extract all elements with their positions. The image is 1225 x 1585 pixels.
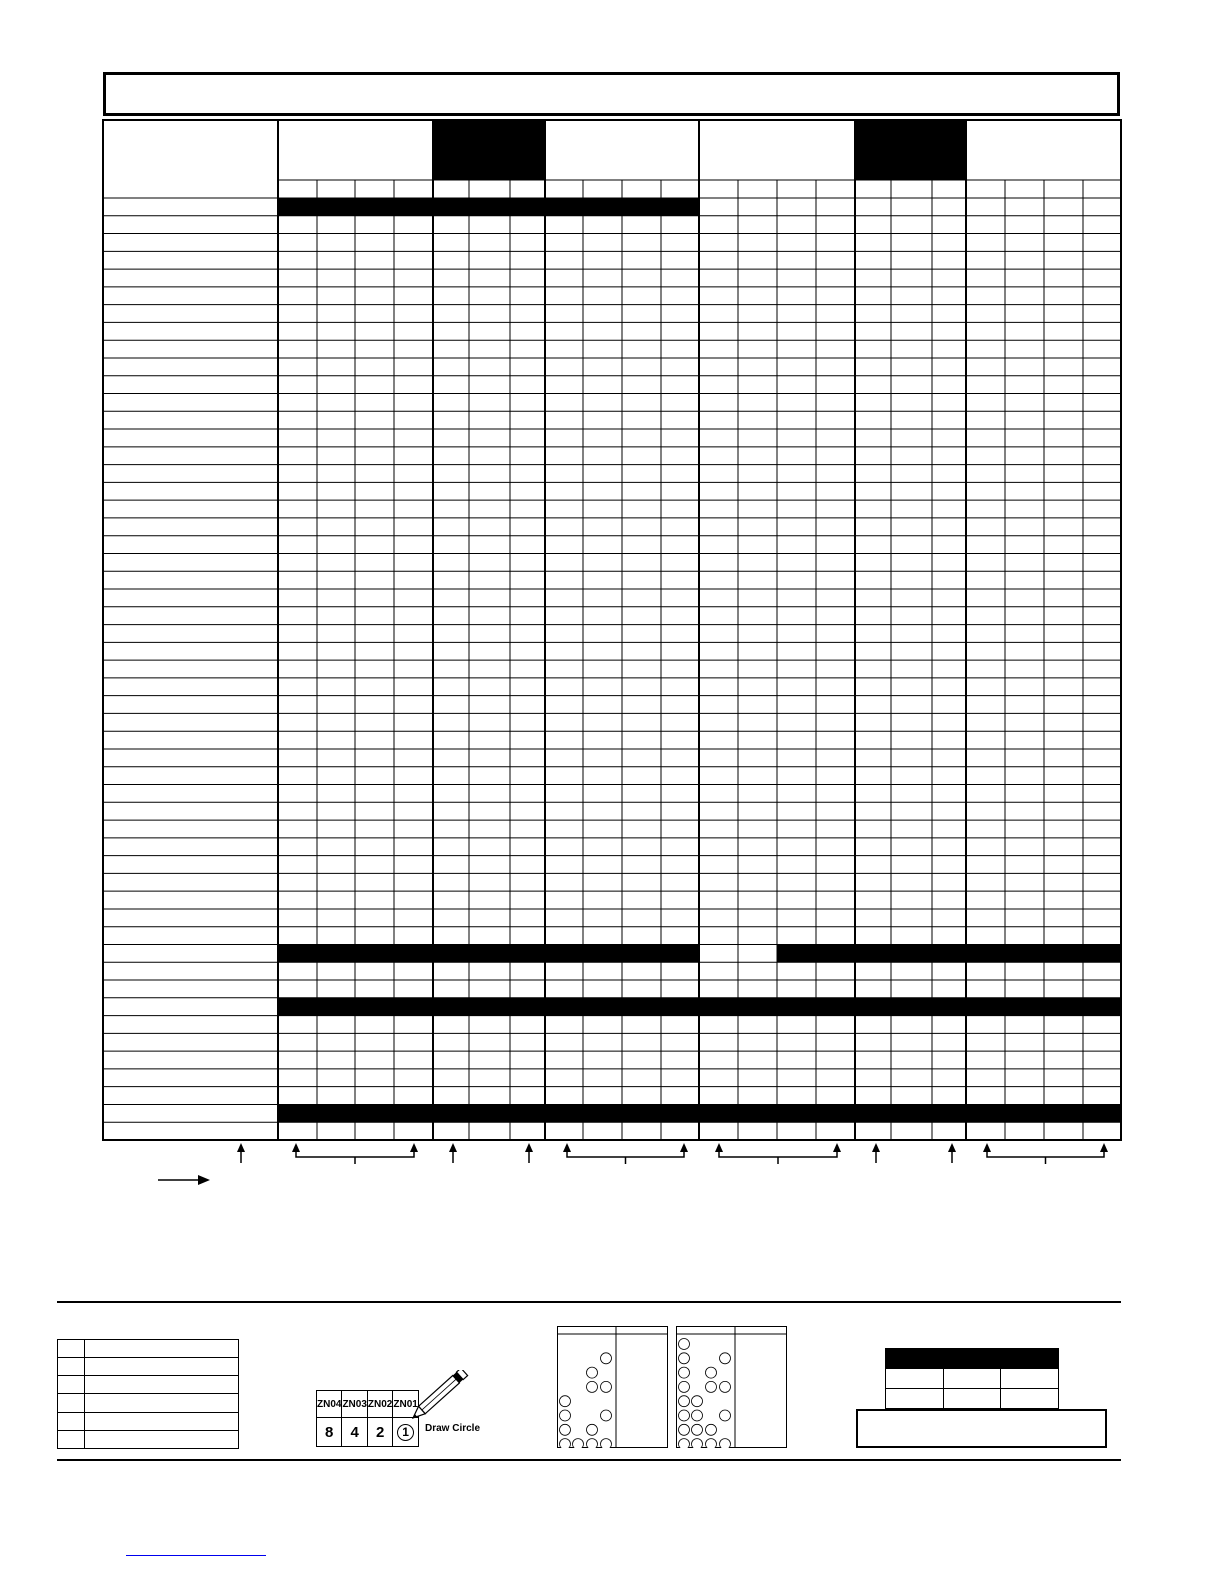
zone-value: 2	[367, 1418, 392, 1447]
legend-row	[58, 1412, 239, 1430]
dip-circle	[601, 1410, 612, 1421]
dip-circle	[706, 1439, 717, 1448]
up-arrow-icon	[715, 1143, 723, 1152]
summary-box[interactable]	[856, 1409, 1107, 1448]
bracket-arrow	[567, 1147, 684, 1157]
zone-header: ZN02	[367, 1391, 392, 1418]
dip-circle	[601, 1439, 612, 1448]
shaded-row	[278, 198, 699, 216]
up-arrow-icon	[948, 1143, 956, 1152]
dip-circle	[601, 1353, 612, 1364]
up-arrow-icon	[292, 1143, 300, 1152]
bracket-arrow	[296, 1147, 414, 1157]
dip-circle	[679, 1424, 690, 1435]
dip-circle	[692, 1410, 703, 1421]
zone-header: ZN04	[317, 1391, 342, 1418]
dip-circle	[587, 1424, 598, 1435]
up-arrow-icon	[237, 1143, 245, 1152]
dip-circle	[679, 1439, 690, 1448]
dip-circle	[720, 1353, 731, 1364]
zone-header: ZN03	[342, 1391, 367, 1418]
shaded-row	[777, 944, 1121, 962]
header-shaded-block	[855, 120, 966, 180]
legend-table	[57, 1339, 239, 1449]
dip-circle	[706, 1367, 717, 1378]
right-arrow-icon	[198, 1175, 210, 1185]
section-divider-bottom	[57, 1459, 1121, 1461]
dip-circle	[706, 1424, 717, 1435]
dip-circle	[587, 1367, 598, 1378]
dip-circle	[601, 1381, 612, 1392]
dip-frame	[558, 1327, 668, 1448]
zone-value: 8	[317, 1418, 342, 1447]
up-arrow-icon	[1100, 1143, 1108, 1152]
up-arrow-icon	[872, 1143, 880, 1152]
dip-circle	[679, 1353, 690, 1364]
zone-example-table	[316, 1390, 419, 1447]
dip-circle	[692, 1424, 703, 1435]
pencil-icon	[405, 1370, 480, 1425]
legend-row	[58, 1394, 239, 1412]
summary-table	[885, 1348, 1059, 1409]
up-arrow-icon	[563, 1143, 571, 1152]
up-arrow-icon	[410, 1143, 418, 1152]
dip-circle	[720, 1410, 731, 1421]
dip-circle	[560, 1424, 571, 1435]
legend-row	[58, 1340, 239, 1358]
dip-circle	[706, 1381, 717, 1392]
up-arrow-icon	[680, 1143, 688, 1152]
zone-header: ZN01	[393, 1391, 418, 1418]
dip-circle	[560, 1439, 571, 1448]
circled-value: 1	[397, 1424, 414, 1441]
up-arrow-icon	[525, 1143, 533, 1152]
dip-switch-icon	[557, 1326, 668, 1448]
draw-circle-label: Draw Circle	[425, 1423, 481, 1434]
dip-circle	[587, 1439, 598, 1448]
up-arrow-icon	[449, 1143, 457, 1152]
dip-switch-icon	[676, 1326, 787, 1448]
dip-circle	[679, 1396, 690, 1407]
dip-circle	[679, 1381, 690, 1392]
grid-frame	[103, 120, 1121, 1140]
dip-circle	[720, 1381, 731, 1392]
dip-circle	[692, 1439, 703, 1448]
dip-circle	[560, 1410, 571, 1421]
footer-link[interactable]	[126, 1555, 266, 1556]
dip-circle	[692, 1396, 703, 1407]
legend-row	[58, 1358, 239, 1376]
bracket-arrow	[987, 1147, 1104, 1157]
zone-value: 4	[342, 1418, 367, 1447]
dip-circle	[679, 1367, 690, 1378]
header-shaded-block	[433, 120, 545, 180]
dip-circle	[560, 1396, 571, 1407]
shaded-row	[278, 944, 699, 962]
section-divider-top	[57, 1301, 1121, 1303]
up-arrow-icon	[983, 1143, 991, 1152]
dip-circle	[679, 1410, 690, 1421]
dip-circle	[587, 1381, 598, 1392]
bracket-arrow	[719, 1147, 837, 1157]
up-arrow-icon	[833, 1143, 841, 1152]
legend-row	[58, 1430, 239, 1448]
dip-circle	[573, 1439, 584, 1448]
legend-row	[58, 1376, 239, 1394]
dip-circle	[720, 1439, 731, 1448]
dip-circle	[679, 1339, 690, 1350]
